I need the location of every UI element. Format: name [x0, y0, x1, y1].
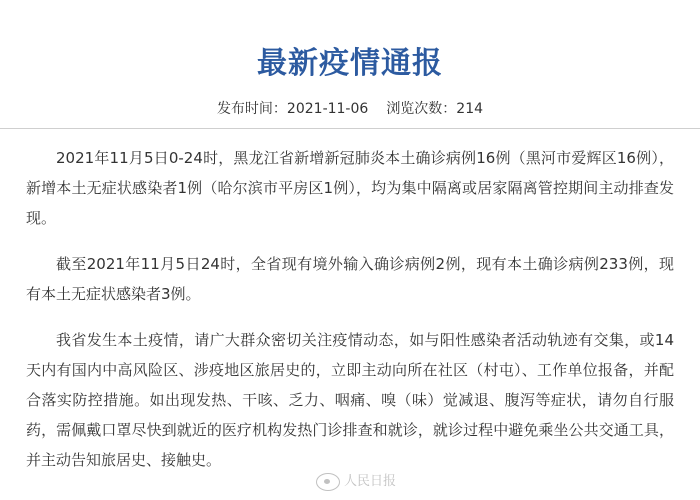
view-count: 浏览次数：214 [386, 101, 484, 117]
article-paragraph: 我省发生本土疫情，请广大群众密切关注疫情动态，如与阳性感染者活动轨迹有交集，或14天内有国内中高风险区、涉疫地区旅居史的，立即主动向所在社区（村屯）、工作单位报备，并配合落实防控措施。如出现发热、干咳、乏力、咽痛、嗅（味）觉减退、腹泻等症状，请勿自行服药，需佩戴口罩尽快到就近的医疗机构发热门诊排查和就诊，就诊过程中避免乘坐公共交通工具，并主动告知旅居史、接触史。 [26, 331, 674, 469]
header-divider [0, 128, 700, 129]
article-paragraph: 2021年11月5日0-24时，黑龙江省新增新冠肺炎本土确诊病例16例（黑河市爱辉区16例），新增本土无症状感染者1例（哈尔滨市平房区1例），均为集中隔离或居家隔离管控期间主动排查发现。 [26, 149, 674, 227]
publish-time: 发布时间：2021-11-06 [216, 101, 369, 117]
article-meta [0, 98, 700, 118]
weibo-icon [316, 473, 340, 491]
watermark [316, 470, 396, 491]
watermark-text: 人民日报 [344, 474, 397, 489]
page-title: 最新疫情通报 [257, 46, 443, 81]
article-body [26, 143, 674, 491]
article-paragraph: 截至2021年11月5日24时，全省现有境外输入确诊病例2例，现有本土确诊病例233例，现有本土无症状感染者3例。 [26, 255, 674, 303]
